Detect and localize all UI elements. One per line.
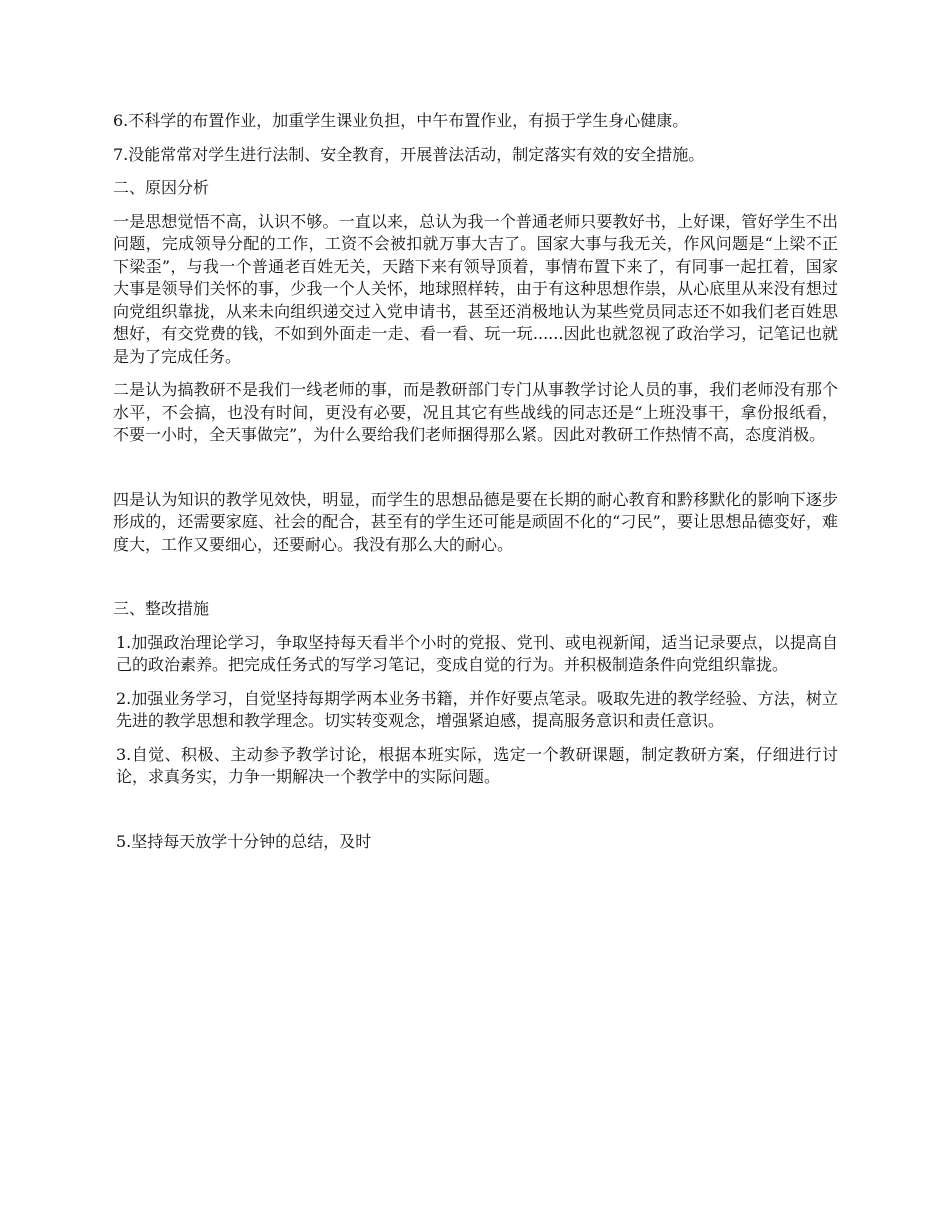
paragraph-measure-1: 1.加强政治理论学习，争取坚持每天看半个小时的党报、党刊、或电视新闻，适当记录要点，以提高自己的政治素养。把完成任务式的写学习笔记，变成自觉的行为。并积极制造条件向党组织靠拢。 [116, 632, 838, 674]
section-heading-cause-analysis: 二、原因分析 [113, 178, 210, 197]
section-heading-rectification: 三、整改措施 [113, 599, 210, 618]
document-page [113, 110, 838, 864]
paragraph-cause-1: 一是思想觉悟不高，认识不够。一直以来，总认为我一个普通老师只要教好书，上好课，管好学生不出问题，完成领导分配的工作，工资不会被扣就万事大吉了。国家大事与我无关，作风问题是“上梁不正下梁歪”，与我一个普通老百姓无关，天踏下来有领导顶着，事情布置下来了，有同事一起扛着，国家大事是领导们关怀的事，少我一个人关怀，地球照样转，由于有这种思想作祟，从心底里从来没有想过向党组织靠拢，从来未向组织递交过入党申请书，甚至还消极地认为某些党员同志还不如我们老百姓思想好，有交党费的钱，不如到外面走一走、看一看、玩一玩......因此也就忽视了政治学习，记笔记也就是为了完成任务。 [113, 211, 838, 366]
paragraph-cause-4: 四是认为知识的教学见效快，明显，而学生的思想品德是要在长期的耐心教育和黔移默化的影响下逐步形成的，还需要家庭、社会的配合，甚至有的学生还可能是顽固不化的“刁民”，要让思想品德变好，难度大，工作又要细心，还要耐心。我没有那么大的耐心。 [113, 489, 838, 554]
paragraph-item-7: 7.没能常常对学生进行法制、安全教育，开展普法活动，制定落实有效的安全措施。 [113, 144, 705, 164]
paragraph-measure-5: 5.坚持每天放学十分钟的总结，及时 [116, 831, 372, 851]
paragraph-item-6: 6.不科学的布置作业，加重学生课业负担，中午布置作业，有损于学生身心健康。 [113, 111, 689, 130]
paragraph-measure-2: 2.加强业务学习，自觉坚持每期学两本业务书籍，并作好要点笔录。吸取先进的教学经验、方法，树立先进的教学思想和教学理念。切实转变观念，增强紧迫感，提高服务意识和责任意识。 [116, 688, 838, 730]
paragraph-measure-3: 3.自觉、积极、主动参予教学讨论，根据本班实际，选定一个教研课题，制定教研方案，仔细进行讨论，求真务实，力争一期解决一个教学中的实际问题。 [116, 744, 838, 786]
paragraph-cause-2: 二是认为搞教研不是我们一线老师的事，而是教研部门专门从事教学讨论人员的事，我们老师没有那个水平，不会搞，也没有时间，更没有必要，况且其它有些战线的同志还是“上班没事干，拿份报纸看，不要一小时，全天事做完”，为什么要给我们老师捆得那么紧。因此对教研工作热情不高，态度消极。 [113, 380, 838, 444]
